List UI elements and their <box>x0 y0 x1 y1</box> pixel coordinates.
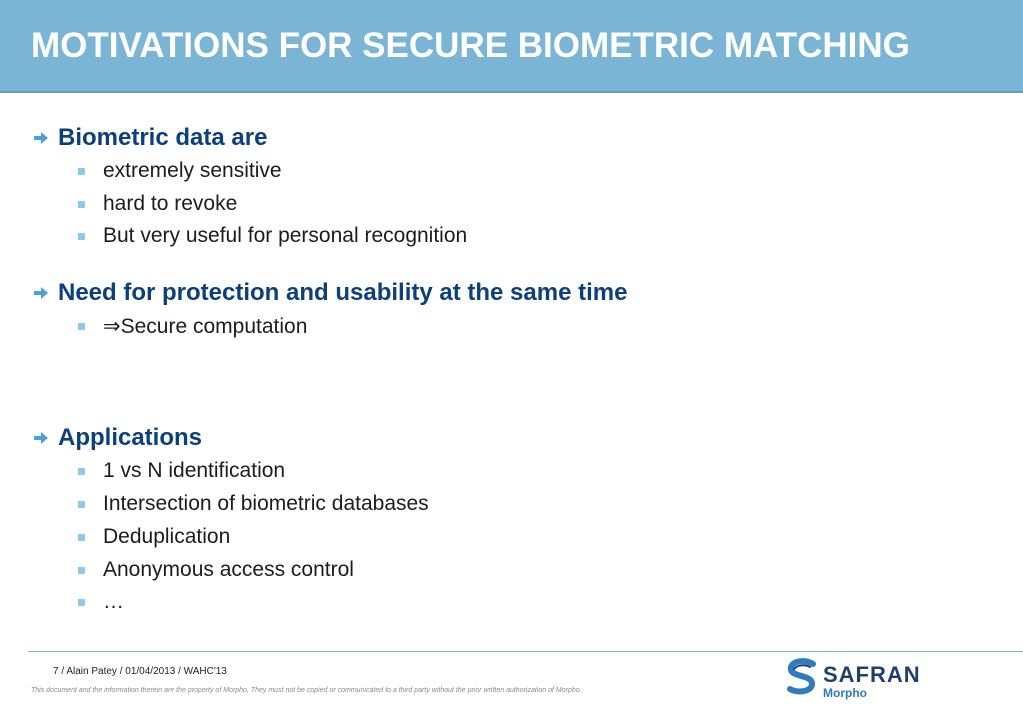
square-bullet-icon <box>78 323 85 330</box>
square-bullet-icon <box>78 534 85 541</box>
footer-info: 7 / Alain Patey / 01/04/2013 / WAHC'13 <box>53 666 227 677</box>
section-heading-applications <box>33 424 202 452</box>
square-bullet-icon <box>78 501 85 508</box>
list-item-text: Deduplication <box>103 525 231 548</box>
footer-divider <box>28 651 1023 652</box>
list-item <box>78 224 467 248</box>
list-item-text: … <box>103 590 124 613</box>
list-item <box>78 192 237 216</box>
list-item <box>78 314 307 339</box>
square-bullet-icon <box>78 201 85 208</box>
list-item-text: Anonymous access control <box>103 558 354 581</box>
safran-morpho-logo <box>785 658 945 702</box>
list-item-text: But very useful for personal recognition <box>103 224 468 247</box>
section-heading-protection <box>33 279 627 307</box>
square-bullet-icon <box>78 168 85 175</box>
list-item-text: 1 vs N identification <box>103 459 286 482</box>
section-heading-biometric-data <box>33 124 267 152</box>
section-heading-text: Applications <box>58 424 203 451</box>
list-item-text: extremely sensitive <box>103 159 282 182</box>
list-item-text: Intersection of biometric databases <box>103 492 429 515</box>
square-bullet-icon <box>78 233 85 240</box>
list-item <box>78 159 282 183</box>
list-item <box>78 492 429 516</box>
section-heading-text: Need for protection and usability at the same time <box>58 279 628 306</box>
square-bullet-icon <box>78 567 85 574</box>
logo-name: SAFRAN <box>823 662 921 687</box>
title-bar <box>0 0 1023 93</box>
slide-title: MOTIVATIONS FOR SECURE BIOMETRIC MATCHING <box>31 26 910 65</box>
safran-logo-icon <box>785 658 819 698</box>
list-item <box>78 558 354 582</box>
square-bullet-icon <box>78 599 85 606</box>
section-heading-text: Biometric data are <box>58 124 268 151</box>
square-bullet-icon <box>78 468 85 475</box>
footer-disclaimer: This document and the information therein are the property of Morpho, They must not be copied or communicated to a third party without the prior written authorization of Morpho. <box>31 687 582 694</box>
arrow-right-icon <box>33 285 49 301</box>
list-item <box>78 590 124 614</box>
arrow-right-icon <box>33 130 49 146</box>
list-item <box>78 525 230 549</box>
list-item <box>78 459 285 483</box>
list-item-text: ⇒Secure computation <box>103 315 308 338</box>
arrow-right-icon <box>33 430 49 446</box>
logo-subtitle: Morpho <box>823 686 867 700</box>
list-item-text: hard to revoke <box>103 192 238 215</box>
